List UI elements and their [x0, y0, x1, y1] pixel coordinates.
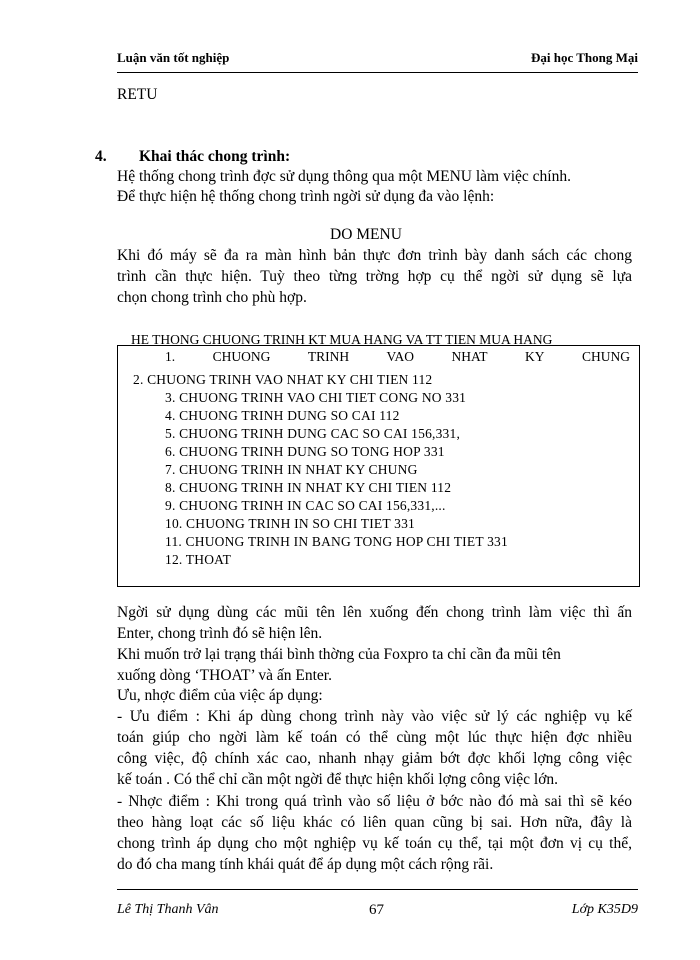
section-number: 4. [95, 148, 107, 165]
paragraph-line: Khi đó máy sẽ đa ra màn hình bản thực đơn trình bày danh sách các chong [117, 247, 632, 264]
menu-item-3[interactable]: 3. CHUONG TRINH VAO CHI TIET CONG NO 331 [165, 390, 467, 405]
menu-item-12[interactable]: 12. THOAT [165, 552, 232, 567]
paragraph-line: Ngời sử dụng dùng các mũi tên lên xuống đến chong trình làm việc thì ấn [117, 604, 632, 621]
header-rule [117, 72, 638, 73]
menu-item-1-word: 1. [165, 349, 176, 364]
footer-class: Lớp K35D9 [571, 902, 638, 917]
menu-item-1[interactable] [165, 349, 630, 365]
header-right: Đại học Thong Mại [530, 50, 638, 65]
menu-item-8[interactable]: 8. CHUONG TRINH IN NHAT KY CHI TIEN 112 [165, 480, 452, 495]
menu-item-6[interactable]: 6. CHUONG TRINH DUNG SO TONG HOP 331 [165, 444, 445, 459]
retu-text: RETU [117, 86, 158, 103]
menu-item-11[interactable]: 11. CHUONG TRINH IN BANG TONG HOP CHI TIET 331 [165, 534, 508, 549]
menu-item-2[interactable]: 2. CHUONG TRINH VAO NHAT KY CHI TIEN 112 [133, 372, 433, 387]
menu-item-1-word: CHUNG [581, 349, 630, 364]
paragraph-line: chọn chong trình cho phù hợp. [117, 289, 307, 306]
footer-author: Lê Thị Thanh Vân [117, 902, 219, 917]
menu-item-1-word: NHAT [451, 349, 488, 364]
paragraph-line: do đó cha mang tính khái quát để áp dụng một cách rộng rãi. [117, 856, 494, 873]
paragraph-line: Enter, chong trình đó sẽ hiện lên. [117, 625, 323, 642]
menu-item-1-word: CHUONG [212, 349, 271, 364]
header-left: Luận văn tốt nghiệp [117, 50, 230, 65]
paragraph-line: công việc, độ chính xác cao, nhanh nhạy giảm bớt đợc khối lợng công việc [117, 750, 632, 767]
command-text: DO MENU [330, 226, 402, 243]
paragraph-line: xuống dòng ‘THOAT’ và ấn Enter. [117, 667, 332, 684]
paragraph-line: Khi muốn trở lại trạng thái bình thờng của Foxpro ta chỉ cần đa mũi tên [117, 646, 561, 663]
menu-item-10[interactable]: 10. CHUONG TRINH IN SO CHI TIET 331 [165, 516, 415, 531]
menu-item-5[interactable]: 5. CHUONG TRINH DUNG CAC SO CAI 156,331, [165, 426, 461, 441]
paragraph-line: trình cần thực hiện. Tuỳ theo từng trờng hợp cụ thể ngời sử dụng sẽ lựa [117, 268, 632, 285]
paragraph-line: theo hàng loạt các số liệu khác có liên quan cũng bị sai. Hơn nữa, đây là [117, 814, 632, 831]
paragraph-line: Ưu, nhợc điểm của việc áp dụng: [117, 687, 323, 704]
section-title: Khai thác chong trình: [139, 148, 291, 165]
footer-page-number: 67 [369, 902, 384, 918]
menu-item-9[interactable]: 9. CHUONG TRINH IN CAC SO CAI 156,331,... [165, 498, 446, 513]
menu-item-7[interactable]: 7. CHUONG TRINH IN NHAT KY CHUNG [165, 462, 418, 477]
menu-title: HE THONG CHUONG TRINH KT MUA HANG VA TT TIEN MUA HANG [131, 332, 553, 347]
menu-item-1-word: TRINH [307, 349, 350, 364]
menu-item-1-word: VAO [386, 349, 415, 364]
menu-item-4[interactable]: 4. CHUONG TRINH DUNG SO CAI 112 [165, 408, 400, 423]
paragraph-line: - Ưu điểm : Khi áp dùng chong trình này vào việc sử lý các nghiệp vụ kế [117, 708, 632, 725]
intro-line-1: Hệ thống chong trình đợc sử dụng thông qua một MENU làm việc chính. [117, 168, 571, 185]
menu-item-1-word: KY [525, 349, 545, 364]
paragraph-line: toán giúp cho ngời làm kế toán có thể cùng một lúc thực hiện đợc nhiều [117, 729, 632, 746]
paragraph-line: - Nhợc điểm : Khi trong quá trình vào số liệu ở bớc nào đó mà sai thì sẽ kéo [117, 793, 632, 810]
footer-rule [117, 889, 638, 890]
paragraph-line: chong trình áp dụng cho một nghiệp vụ kế toán cụ thể, tại một đơn vị cụ thể, [117, 835, 632, 852]
paragraph-line: kế toán . Có thể chỉ cần một ngời để thực hiện khối lợng công việc lớn. [117, 771, 559, 788]
intro-line-2: Để thực hiện hệ thống chong trình ngời sử dụng đa vào lệnh: [117, 188, 495, 205]
